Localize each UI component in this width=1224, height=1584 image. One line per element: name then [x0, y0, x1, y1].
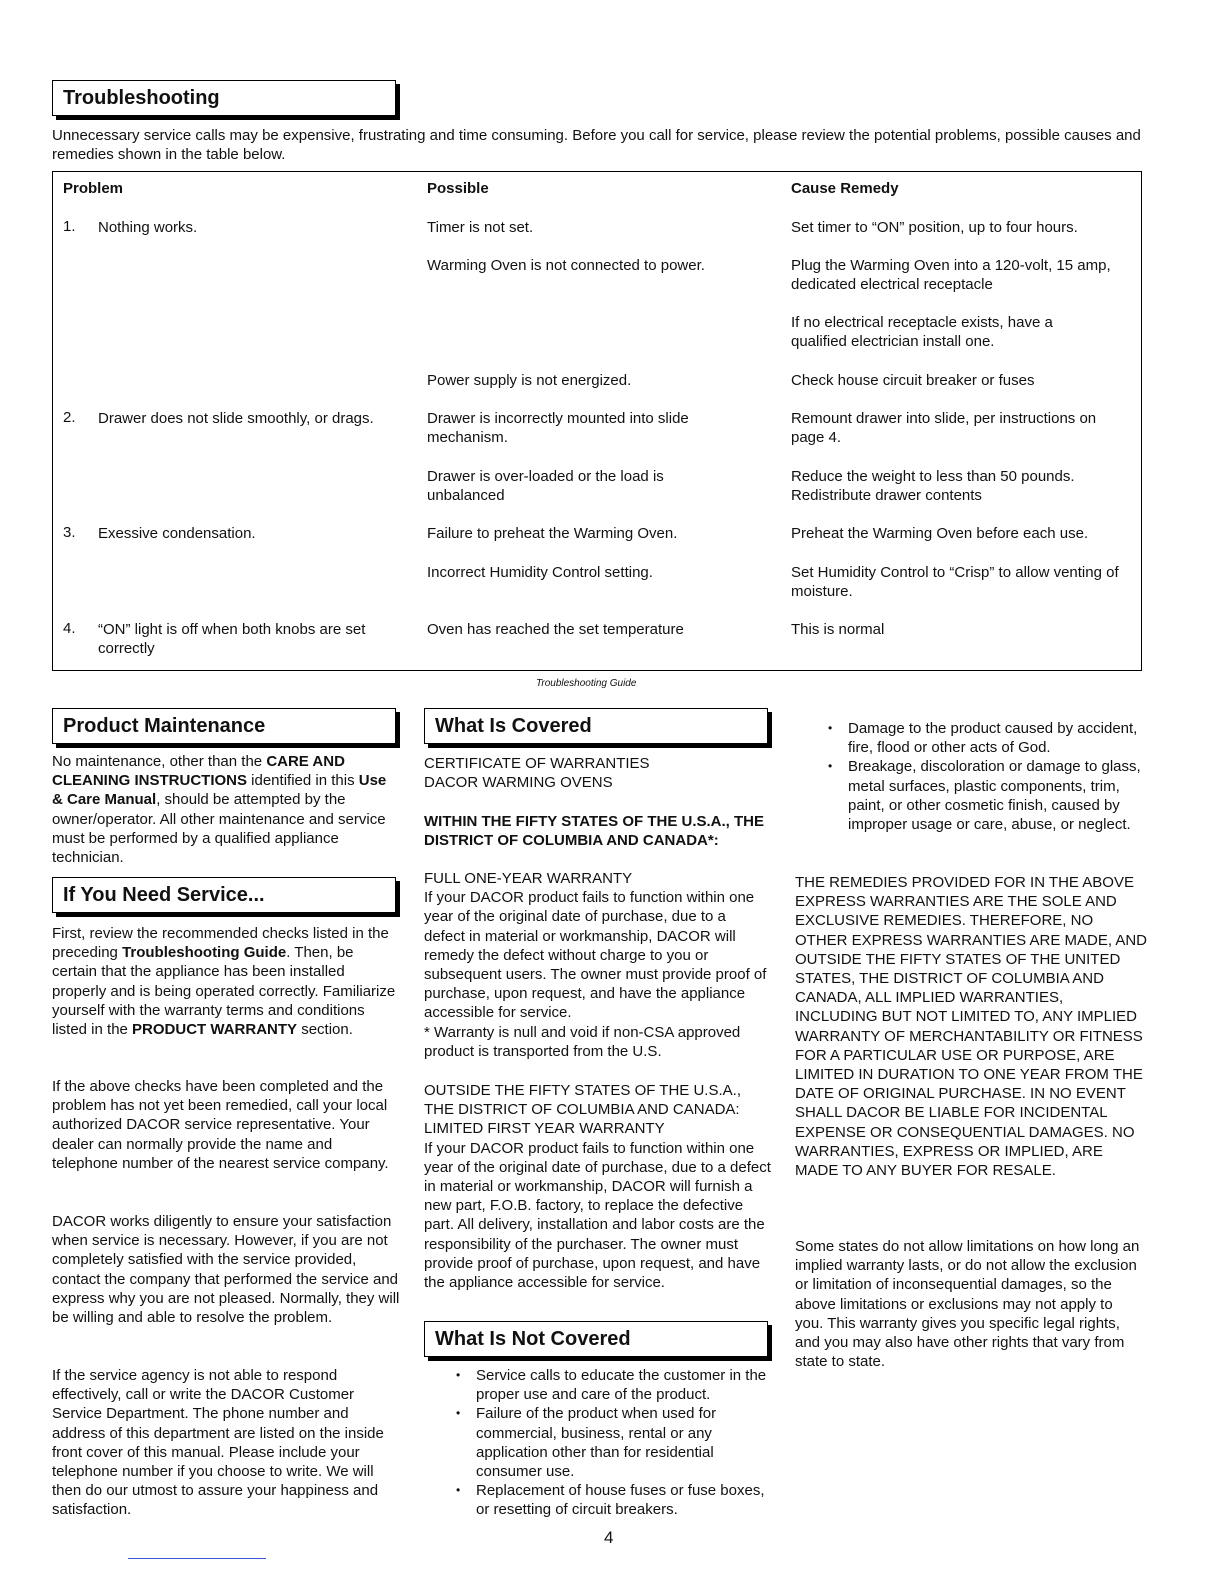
troubleshooting-intro: Unnecessary service calls may be expensive, frustrating and time consuming. Before you call for service, please review the potential problems, possible causes and remedies shown in the table below. [52, 127, 1141, 163]
problem-text: Drawer does not slide smoothly, or drags. [98, 410, 374, 427]
what-is-covered-title: What Is Covered [435, 714, 592, 737]
service-paragraph-3: DACOR works diligently to ensure your satisfaction when service is necessary. However, if you are not completely satisfied with the service provided, contact the company that performed the service and express why you are not pleased. Normally, they will be willing and able to resolve the problem. [52, 1213, 400, 1327]
not-covered-list [452, 1366, 772, 1520]
possible-cause: Warming Oven is not connected to power. [427, 257, 705, 274]
service-paragraph-2: If the above checks have been completed and the problem has not yet been remedied, call your local authorized DACOR service representative. Your dealer can normally provide the name and telephone number of the nearest service company. [52, 1078, 389, 1172]
problem-number: 2. [63, 409, 76, 426]
remedy: Plug the Warming Oven into a 120-volt, 15 amp, dedicated electrical receptacle [791, 257, 1111, 294]
need-service-title: If You Need Service... [63, 883, 265, 906]
possible-cause: Oven has reached the set temperature [427, 621, 684, 638]
warranty-region-heading: WITHIN THE FIFTY STATES OF THE U.S.A., THE DISTRICT OF COLUMBIA AND CANADA*: [424, 813, 764, 850]
service-paragraph-1: First, review the recommended checks listed in the preceding Troubleshooting Guide. Then, be certain that the appliance has been installed properly and is being operated correctly. Familiarize yourself with the warranty terms and conditions listed in the PRODUCT WARRANTY section. [52, 925, 396, 1039]
list-item: • Damage to the product caused by accident, fire, flood or other acts of God. [824, 719, 1144, 757]
state-rights-paragraph: Some states do not allow limitations on how long an implied warranty lasts, or do not allow the exclusion or limitation of inconsequential damages, so the above limitations or exclusions may not apply to you. This warranty gives you specific legal rights, and you may also have other rights that vary from state to state. [795, 1238, 1140, 1371]
problem-text: “ON” light is off when both knobs are set correctly [98, 621, 366, 658]
table-caption: Troubleshooting Guide [536, 678, 637, 689]
remedy: This is normal [791, 621, 885, 638]
remedy: Remount drawer into slide, per instructions on page 4. [791, 410, 1097, 447]
product-maintenance-heading [52, 708, 396, 744]
header-possible: Possible [427, 180, 489, 197]
remedy: Reduce the weight to less than 50 pounds. Redistribute drawer contents [791, 468, 1075, 505]
troubleshooting-title: Troubleshooting [63, 86, 220, 109]
list-item: • Replacement of house fuses or fuse boxes, or resetting of circuit breakers. [452, 1481, 772, 1519]
page-number: 4 [604, 1528, 614, 1547]
not-covered-list-continued [824, 719, 1144, 834]
list-item: • Failure of the product when used for commercial, business, rental or any application other than for residential consumer use. [452, 1404, 772, 1481]
problem-text: Nothing works. [98, 219, 198, 236]
certificate-title: CERTIFICATE OF WARRANTIES DACOR WARMING OVENS [424, 755, 650, 792]
remedy: Set Humidity Control to “Crisp” to allow venting of moisture. [791, 564, 1119, 601]
problem-text: Exessive condensation. [98, 525, 256, 542]
header-problem: Problem [63, 180, 124, 197]
remedy: If no electrical receptacle exists, have a qualified electrician install one. [791, 314, 1053, 351]
possible-cause: Drawer is incorrectly mounted into slide mechanism. [427, 410, 689, 447]
what-is-not-covered-heading [424, 1321, 768, 1357]
remedy: Check house circuit breaker or fuses [791, 372, 1035, 389]
problem-number: 3. [63, 524, 76, 541]
footer-rule [128, 1558, 266, 1559]
remedy: Set timer to “ON” position, up to four hours. [791, 219, 1078, 236]
troubleshooting-heading [52, 80, 396, 116]
what-is-not-covered-title: What Is Not Covered [435, 1327, 631, 1350]
full-warranty-text: FULL ONE-YEAR WARRANTY If your DACOR product fails to function within one year of the original date of purchase, due to a defect in material or workmanship, DACOR will remedy the defect without charge to you or subsequent users. The owner must provide proof of purchase, upon request, and have the appliance accessible for service. * Warranty is null and void if non-CSA approved product is transported from the U.S. [424, 870, 767, 1060]
what-is-covered-heading [424, 708, 768, 744]
service-paragraph-4: If the service agency is not able to respond effectively, call or write the DACOR Customer Service Department. The phone number and address of this department are listed on the inside front cover of this manual. Please include your telephone number if you choose to write. We will then do our utmost to assure your happiness and satisfaction. [52, 1367, 384, 1519]
possible-cause: Drawer is over-loaded or the load is unbalanced [427, 468, 664, 505]
limited-warranty-text: OUTSIDE THE FIFTY STATES OF THE U.S.A., THE DISTRICT OF COLUMBIA AND CANADA: LIMITED FIRST YEAR WARRANTY If your DACOR product fails to function within one year of the original date of purchase, due to a defect in material or workmanship, DACOR will furnish a new part, F.O.B. factory, to replace the defective part. All delivery, installation and labor costs are the responsibility of the purchaser. The owner must provide proof of purchase, upon request, and have the appliance accessible for service. [424, 1082, 771, 1292]
list-item: • Breakage, discoloration or damage to glass, metal surfaces, plastic components, trim, paint, or other cosmetic finish, caused by improper usage or care, abuse, or neglect. [824, 757, 1144, 834]
product-maintenance-title: Product Maintenance [63, 714, 266, 737]
remedy: Preheat the Warming Oven before each use. [791, 525, 1089, 542]
possible-cause: Incorrect Humidity Control setting. [427, 564, 653, 581]
need-service-heading [52, 877, 396, 913]
disclaimer-paragraph: THE REMEDIES PROVIDED FOR IN THE ABOVE EXPRESS WARRANTIES ARE THE SOLE AND EXCLUSIVE REMEDIES. THEREFORE, NO OTHER EXPRESS WARRANTIES ARE MADE, AND OUTSIDE THE FIFTY STATES OF THE UNITED STATES, THE DISTRICT OF COLUMBIA AND CANADA, ALL IMPLIED WARRANTIES, INCLUDING BUT NOT LIMITED TO, ANY IMPLIED WARRANTY OF MERCHANTABILITY OR FITNESS FOR A PARTICULAR USE OR PURPOSE, ARE LIMITED IN DURATION TO ONE YEAR FROM THE DATE OF ORIGINAL PURCHASE. IN NO EVENT SHALL DACOR BE LIABLE FOR INCIDENTAL EXPENSE OR CONSEQUENTIAL DAMAGES. NO WARRANTIES, EXPRESS OR IMPLIED, ARE MADE TO ANY BUYER FOR RESALE. [795, 874, 1148, 1180]
maintenance-paragraph: No maintenance, other than the CARE AND CLEANING INSTRUCTIONS identified in this Use & Care Manual, should be attempted by the owner/operator. All other maintenance and service must be performed by a qualified appliance technician. [52, 753, 387, 867]
problem-number: 1. [63, 218, 76, 235]
possible-cause: Power supply is not energized. [427, 372, 632, 389]
list-item: • Service calls to educate the customer in the proper use and care of the product. [452, 1366, 772, 1404]
possible-cause: Timer is not set. [427, 219, 534, 236]
possible-cause: Failure to preheat the Warming Oven. [427, 525, 678, 542]
header-cause-remedy: Cause Remedy [791, 180, 899, 197]
problem-number: 4. [63, 620, 76, 637]
troubleshooting-table [52, 171, 1142, 671]
